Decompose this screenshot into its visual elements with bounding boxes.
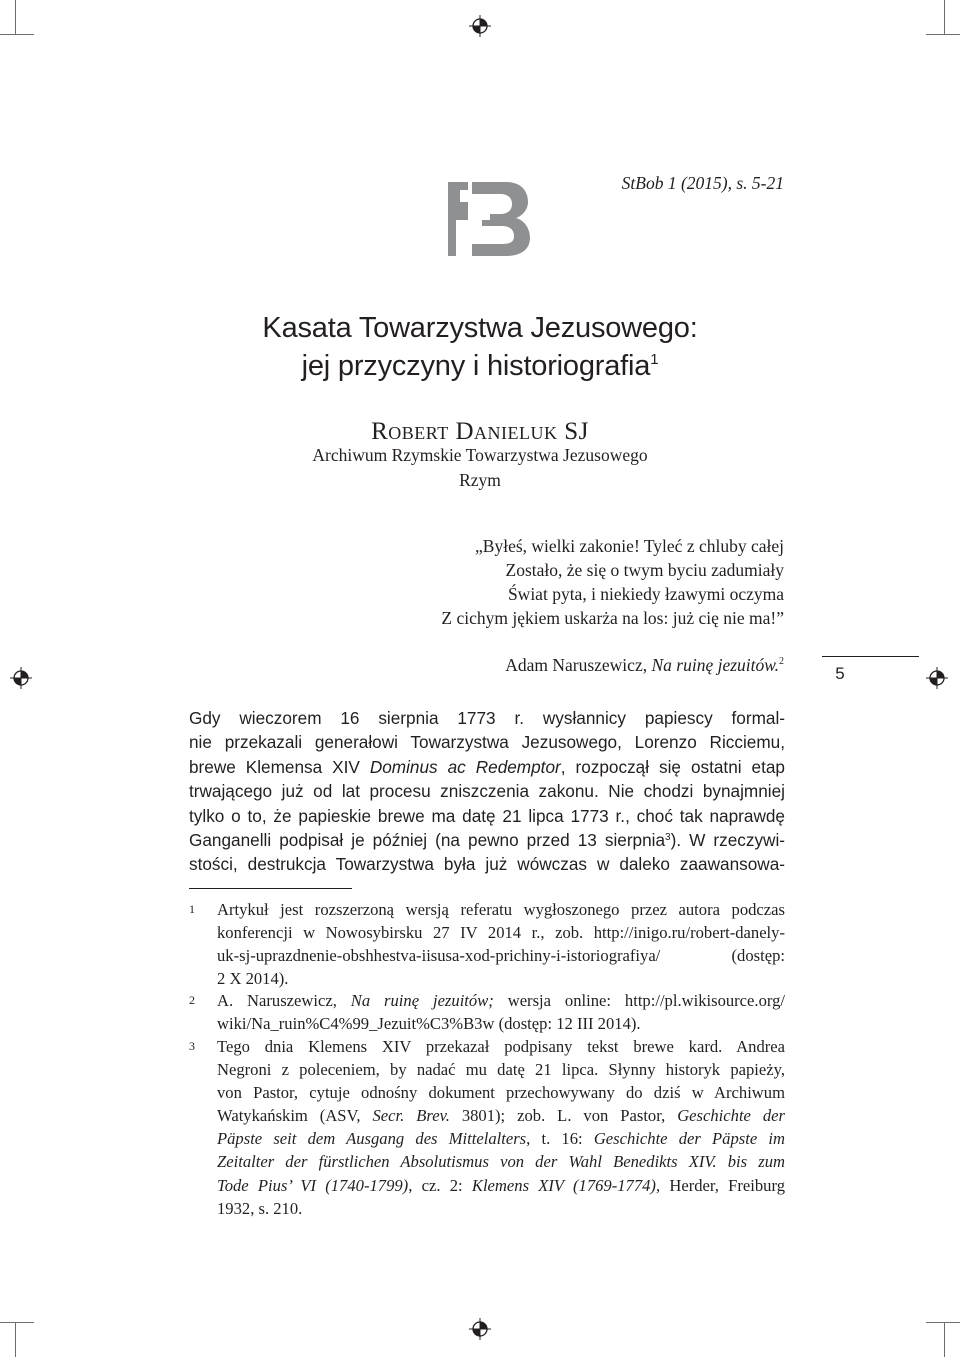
footnote-line: A. Naruszewicz, Na ruinę jezuitów; wersja online: http://pl.wikisource.org/	[217, 991, 785, 1010]
epigraph-line: Zostało, że się o twym byciu zadumiały	[505, 560, 784, 580]
article-title-text: jej przyczyny i historiografia	[301, 350, 651, 382]
trim-mark	[926, 34, 960, 35]
trim-mark	[0, 34, 34, 35]
footnote-line: von Pastor, cytuje odnośny dokument przechowywany do dziś w Archiwum	[217, 1083, 785, 1103]
page-number: 5	[835, 664, 845, 683]
trim-mark	[0, 1322, 34, 1323]
footnote-number: 3	[189, 1039, 195, 1053]
page-number-rule	[822, 656, 919, 657]
footnote-number: 2	[189, 993, 195, 1007]
body-line: nie przekazali generałowi Towarzystwa Jezusowego, Lorenzo Ricciemu,	[189, 732, 785, 753]
footnote-number: 1	[189, 902, 195, 916]
journal-citation: StBob 1 (2015), s. 5-21	[621, 173, 784, 193]
footnote-rule	[189, 888, 352, 889]
epigraph-line: Z cichym jękiem uskarża na los: już cię nie ma!”	[441, 608, 784, 628]
body-line: brewe Klemensa XIV Dominus ac Redemptor, rozpoczął się ostatni etap	[189, 756, 785, 777]
registration-mark-icon	[469, 15, 491, 37]
trim-mark	[926, 1322, 960, 1323]
footnote-line: wiki/Na_ruin%C4%99_Jezuit%C3%B3w (dostęp: 12 III 2014).	[217, 1014, 641, 1034]
trim-mark	[944, 0, 945, 34]
journal-logo-icon	[446, 180, 530, 258]
epigraph-work: Na ruinę jezuitów.	[651, 655, 779, 675]
epigraph-line: Świat pyta, i niekiedy łzawymi oczyma	[507, 584, 784, 604]
body-line: Ganganelli podpisał je później (na pewno przed 13 sierpnia$^3$). W rzeczywi-	[189, 830, 785, 851]
trim-mark	[944, 1323, 945, 1357]
footnote-line: Zeitalter der fürstlichen Absolutismus von der Wahl Benedikts XIV. bis zum	[217, 1152, 785, 1172]
footnote-line: 1932, s. 210.	[217, 1198, 303, 1218]
author-affiliation: Archiwum Rzymskie Towarzystwa Jezusowego	[312, 445, 648, 465]
footnote-line: konferencji w Nowosybirsku 27 IV 2014 r., zob. http://inigo.ru/robert-danely-	[217, 923, 785, 943]
epigraph-author: Adam Naruszewicz,	[505, 655, 652, 675]
body-line: trwającego już od lat procesu zniszczenia zakonu. Nie chodzi bynajmniej	[189, 781, 785, 802]
footnote-line: uk-sj-uprazdnenie-obshhestva-iisusa-xod-prichiny-i-istoriografiya/ (dostęp:	[217, 946, 785, 966]
body-line: Gdy wieczorem 16 sierpnia 1773 r. wysłannicy papiescy formal-	[189, 708, 785, 728]
registration-mark-icon	[926, 667, 948, 689]
footnote-line: Tode Pius’ VI (1740-1799), cz. 2: Klemens XIV (1769-1774), Herder, Freiburg	[217, 1175, 785, 1195]
footnote-line: 2 X 2014).	[217, 969, 289, 989]
footnote-line: Tego dnia Klemens XIV przekazał podpisany tekst brewe kard. Andrea	[217, 1037, 785, 1056]
footnote-ref: 3	[665, 832, 671, 844]
body-text	[189, 706, 785, 877]
registration-mark-icon	[10, 667, 32, 689]
body-line: tylko o to, że papieskie brewe ma datę 21 lipca 1773 r., choć tak naprawdę	[189, 805, 785, 826]
article-title-line-2	[150, 350, 810, 383]
trim-mark	[15, 0, 16, 34]
registration-mark-icon	[469, 1318, 491, 1340]
footnote-line: Negroni z poleceniem, by nadać mu datę 21 lipca. Słynny historyk papieży,	[217, 1060, 785, 1080]
footnote-line: Watykańskim (ASV, Secr. Brev. 3801); zob. L. von Pastor, Geschichte der	[217, 1106, 785, 1126]
author-name: Robert Danieluk SJ	[371, 418, 589, 445]
footnote-line: Artykuł jest rozszerzoną wersją referatu wygłoszonego przez autora podczas	[217, 900, 785, 919]
footnote	[189, 989, 785, 1035]
epigraph-line: „Byłeś, wielki zakonie! Tyleć z chluby całej	[475, 536, 784, 556]
footnote-ref: 1	[650, 351, 659, 368]
article-title-line-1: Kasata Towarzystwa Jezusowego:	[262, 312, 698, 344]
author-city: Rzym	[459, 470, 501, 490]
footnote	[189, 898, 785, 990]
footnote	[189, 1035, 785, 1220]
footnote-ref: 2	[779, 656, 784, 667]
body-line: stości, destrukcja Towarzystwa była już wówczas w daleko zaawansowa-	[189, 854, 785, 875]
footnote-line: Päpste seit dem Ausgang des Mittelalters, t. 16: Geschichte der Päpste im	[217, 1129, 785, 1149]
epigraph-attribution	[505, 655, 784, 676]
trim-mark	[15, 1323, 16, 1357]
